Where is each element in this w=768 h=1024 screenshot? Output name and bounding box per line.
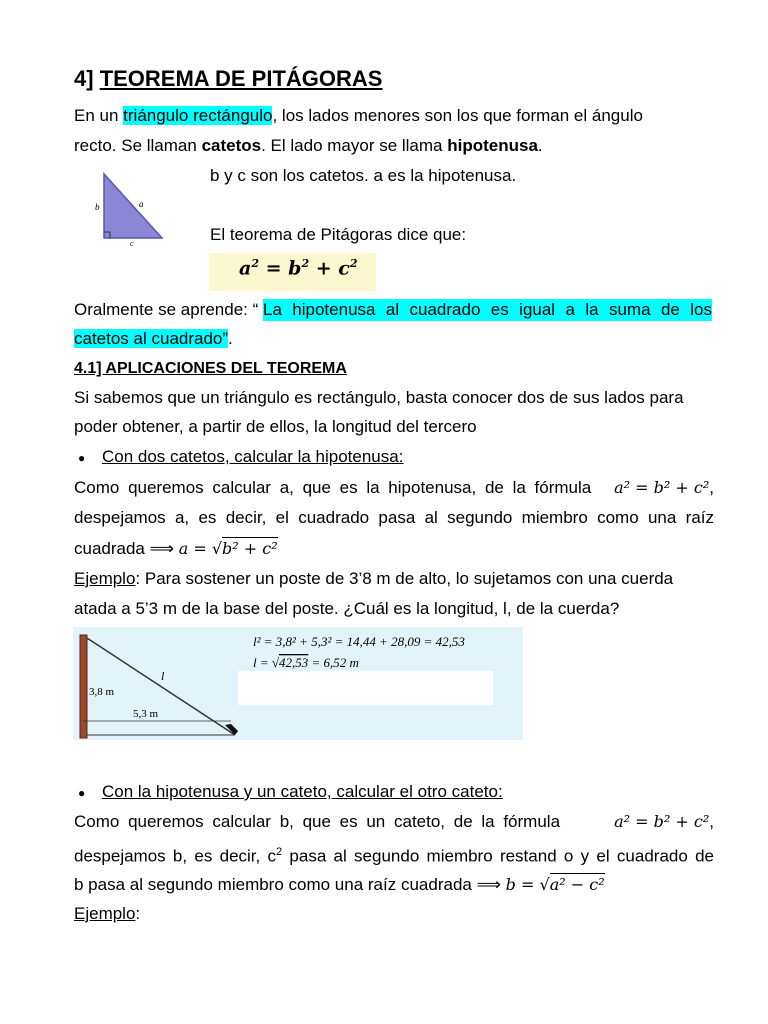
case2-line-2 <box>74 841 714 868</box>
formula-eq: = <box>265 257 282 280</box>
pole-diagram <box>73 627 523 740</box>
bullet-dot: ● <box>78 786 86 800</box>
case1-text: Como queremos calcular a, que es la hipotenusa, de la fórmula <box>74 478 592 497</box>
intro-text: En un <box>74 106 124 125</box>
pythagoras-formula <box>239 257 358 279</box>
intro-line-1 <box>74 105 704 127</box>
case2-line-1 <box>74 811 714 833</box>
oral-line-2 <box>74 328 233 350</box>
formula-radicand: a² − c² <box>549 875 605 894</box>
label-c: c <box>130 239 134 246</box>
intro-text: . El lado mayor se llama <box>261 136 448 155</box>
figure-equation-1: l² = 3,8² + 5,3² = 14,44 + 28,09 = 42,53 <box>253 634 465 649</box>
oral-text: Oralmente se aprende: “ <box>74 300 263 319</box>
example1-line-2: atada a 5’3 m de la base del poste. ¿Cuál es la longitud, l, de la cuerda? <box>74 599 620 618</box>
highlight-triangulo-rectangulo: triángulo rectángulo <box>123 106 273 125</box>
example2-line <box>74 903 140 925</box>
label-a: a <box>139 199 144 209</box>
label-rope: l <box>161 669 165 683</box>
white-patch <box>238 671 493 705</box>
case2-text: b pasa al segundo miembro como una raíz cuadrada ⟹ <box>74 875 506 894</box>
case2-text: despejamos b, es decir, c <box>74 846 277 866</box>
superscript-2: 2 <box>276 846 283 858</box>
bullet-2 <box>78 781 503 804</box>
colon: : <box>135 904 141 923</box>
eq2-radicand: 42,53 <box>279 655 309 670</box>
bold-hipotenusa: hipotenusa <box>447 136 538 155</box>
bullet-2-text: Con la hipotenusa y un cateto, calcular el otro cateto: <box>101 782 503 801</box>
bullet-1 <box>78 446 403 469</box>
eq2-lhs: l = √ <box>253 655 280 670</box>
formula-exp: 2 <box>251 257 259 270</box>
case2-line-3 <box>74 874 605 896</box>
small-triangle-figure <box>92 170 168 246</box>
para-4-1-line-2: poder obtener, a partir de ellos, la longitud del tercero <box>74 417 477 436</box>
label-height: 3,8 m <box>89 686 115 698</box>
pole-figure <box>73 627 523 740</box>
section-heading-4-1: 4.1] APLICACIONES DEL TEOREMA <box>74 360 347 377</box>
formula-box <box>209 253 376 291</box>
comma: , <box>709 812 714 831</box>
example1-line-1 <box>74 568 673 590</box>
para-4-1-line-1: Si sabemos que un triángulo es rectángulo, basta conocer dos de sus lados para <box>74 388 684 407</box>
intro-text: . <box>537 136 543 155</box>
figure-equation-2 <box>253 655 359 670</box>
formula-inline: a² = b² + c² <box>614 812 710 831</box>
theorem-line: El teorema de Pitágoras dice que: <box>210 225 467 244</box>
pole <box>80 635 87 738</box>
highlight-oral: catetos al cuadrado” <box>74 329 229 348</box>
highlight-oral: La hipotenusa al cuadrado es igual a la suma de los <box>262 300 712 319</box>
formula-radicand: b² + c² <box>222 539 278 558</box>
label-base: 5,3 m <box>133 708 159 720</box>
case2-text: Como queremos calcular b, que es un cateto, de la fórmula <box>74 812 561 831</box>
catetos-line: b y c son los catetos. a es la hipotenusa. <box>210 166 517 185</box>
case1-line-2: despejamos a, es decir, el cuadrado pasa al segundo miembro como una raíz <box>74 508 714 527</box>
title-text: TEOREMA DE PITÁGORAS <box>99 66 383 91</box>
case1-line-1 <box>74 477 714 499</box>
formula-lhs: a = <box>178 539 212 558</box>
formula-exp: 2 <box>301 257 310 270</box>
bullet-dot: ● <box>78 451 86 465</box>
formula-plus: + <box>315 257 332 280</box>
bullet-1-text: Con dos catetos, calcular la hipotenusa: <box>101 447 404 466</box>
case2-text: pasa al segundo miembro restand o y el cuadrado de <box>282 846 714 866</box>
triangle-shape <box>104 174 162 238</box>
comma: , <box>709 478 714 497</box>
example1-text: : Para sostener un poste de 3’8 m de alto, lo sujetamos con una cuerda <box>135 569 674 588</box>
page-title <box>74 68 382 90</box>
intro-text: , los lados menores son los que forman el ángulo <box>272 106 643 125</box>
sqrt-sign: √ <box>539 875 550 894</box>
formula-exp: 2 <box>349 257 358 270</box>
example-label: Ejemplo <box>74 904 136 923</box>
eq2-rhs: = 6,52 m <box>308 655 359 670</box>
formula-inline: a² = b² + c² <box>614 478 710 497</box>
oral-text: . <box>228 329 233 348</box>
title-number: 4] <box>74 66 94 91</box>
example-label: Ejemplo <box>74 569 136 588</box>
intro-text: recto. Se llaman <box>74 136 202 155</box>
bold-catetos: catetos <box>201 136 262 155</box>
formula-lhs: b = <box>505 875 540 894</box>
intro-line-2 <box>74 135 543 157</box>
formula-b: b <box>288 257 302 280</box>
label-b: b <box>95 202 100 212</box>
case1-line-3 <box>74 538 278 560</box>
oral-line-1 <box>74 299 712 321</box>
sqrt-sign: √ <box>211 539 223 558</box>
formula-c: c <box>338 257 350 280</box>
formula-a: a <box>239 257 252 280</box>
case1-text: cuadrada ⟹ <box>74 539 179 558</box>
